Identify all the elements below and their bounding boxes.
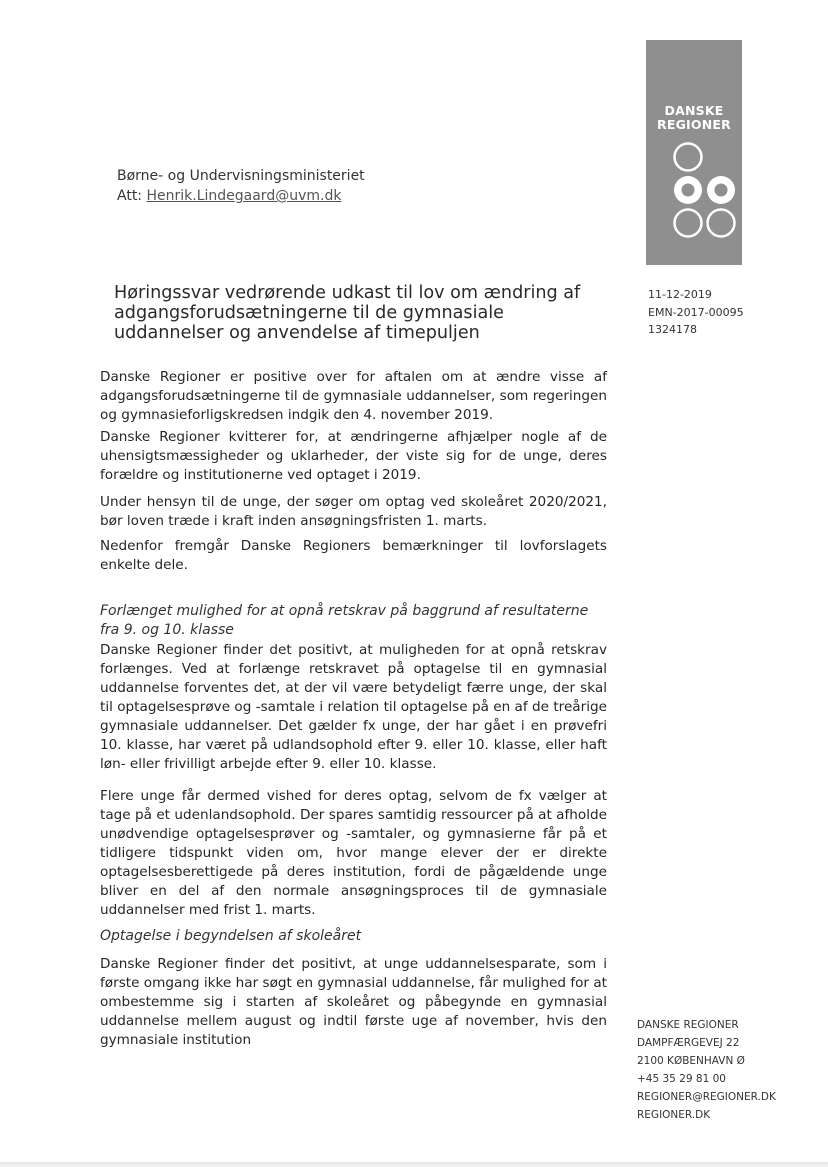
footer-address (637, 1016, 776, 1124)
recipient-block (117, 166, 365, 206)
att-label: Att: (117, 188, 147, 204)
case-number: EMN-2017-00095 (648, 305, 744, 319)
document-number: 1324178 (648, 323, 697, 336)
footer-email[interactable]: REGIONER@REGIONER.DK (637, 1091, 776, 1103)
section1-paragraph-1: Danske Regioner finder det positivt, at muligheden for at opnå retskrav forlænges. Ved at forlænge retskravet på optagelse til en gymnasial uddannelse forventes det, at der vil være betydeligt færre unge, der skal til optagelsesprøve og -samtale i relation til optagelse på en af de treårige gymnasiale uddannelser. Det gælder fx unge, der har gået i en prøvefri 10. klasse, har været på udlandsophold efter 9. eller 10. klasse, eller haft løn- eller frivilligt arbejde efter 9. eller 10. klasse. (100, 642, 607, 772)
paragraph-1: Danske Regioner er positive over for aftalen om at ændre visse af adgangsforudsætningerne til de gymnasiale uddannelser, som regeringen og gymnasieforligskredsen indgik den 4. november 2019. (100, 369, 607, 423)
document-date: 11-12-2019 (648, 288, 712, 301)
paragraph-2: Danske Regioner kvitterer for, at ændringerne afhjælper nogle af de uhensigtsmæssigheder og uklarheder, der viste sig for de unge, deres forældre og institutionerne ved optaget i 2019. (100, 429, 607, 483)
section-heading-retskrav: Forlænget mulighed for at opnå retskrav på baggrund af resultaterne fra 9. og 10. klasse (100, 603, 589, 638)
section1-paragraph-2: Flere unge får dermed vished for deres optag, selvom de fx vælger at tage på et udenlandsophold. Der spares samtidig ressourcer på at afholde unødvendige optagelsesprøver og -samtaler, og gymnasierne får på et tidligere tidspunkt viden om, hvor mange elever der er direkte optagelsesberettigede på deres institution, fordi de pågældende unge bliver en del af den normale ansøgningsproces til de gymnasiale uddannelser med frist 1. marts. (100, 788, 607, 918)
paragraph-3: Under hensyn til de unge, der søger om optag ved skoleåret 2020/2021, bør loven træde i kraft inden ansøgningsfristen 1. marts. (100, 494, 607, 529)
footer-phone: +45 35 29 81 00 (637, 1073, 726, 1085)
section2-paragraph-1: Danske Regioner finder det positivt, at unge uddannelsesparate, som i første omgang ikke har søgt en gymnasial uddannelse, får mulighed for at ombestemme sig i starten af skoleåret og påbegynde en gymnasial uddannelse mellem august og indtil første uge af november, hvis den gymnasiale institution (100, 956, 607, 1048)
logo-line-1: DANSKE (664, 103, 724, 118)
logo-line-2: REGIONER (657, 117, 731, 132)
footer-city: 2100 KØBENHAVN Ø (637, 1055, 745, 1067)
document-meta (648, 286, 744, 339)
logo-rings-icon (646, 40, 742, 265)
recipient-name: Børne- og Undervisningsministeriet (117, 168, 365, 184)
document-title: Høringssvar vedrørende udkast til lov om ændring af adgangsforudsætningerne til de gymnasiale uddannelser og anvendelse af timepuljen (114, 283, 581, 343)
footer-org: DANSKE REGIONER (637, 1019, 739, 1031)
footer-street: DAMPFÆRGEVEJ 22 (637, 1037, 740, 1049)
paragraph-4: Nedenfor fremgår Danske Regioners bemærkninger til lovforslagets enkelte dele. (100, 538, 607, 573)
section-heading-optagelse: Optagelse i begyndelsen af skoleåret (100, 928, 362, 944)
footer-web[interactable]: REGIONER.DK (637, 1109, 711, 1121)
danske-regioner-logo (646, 40, 742, 265)
recipient-att (117, 186, 365, 206)
recipient-email-link[interactable]: Henrik.Lindegaard@uvm.dk (146, 188, 342, 204)
scan-edge-divider (0, 1162, 828, 1167)
